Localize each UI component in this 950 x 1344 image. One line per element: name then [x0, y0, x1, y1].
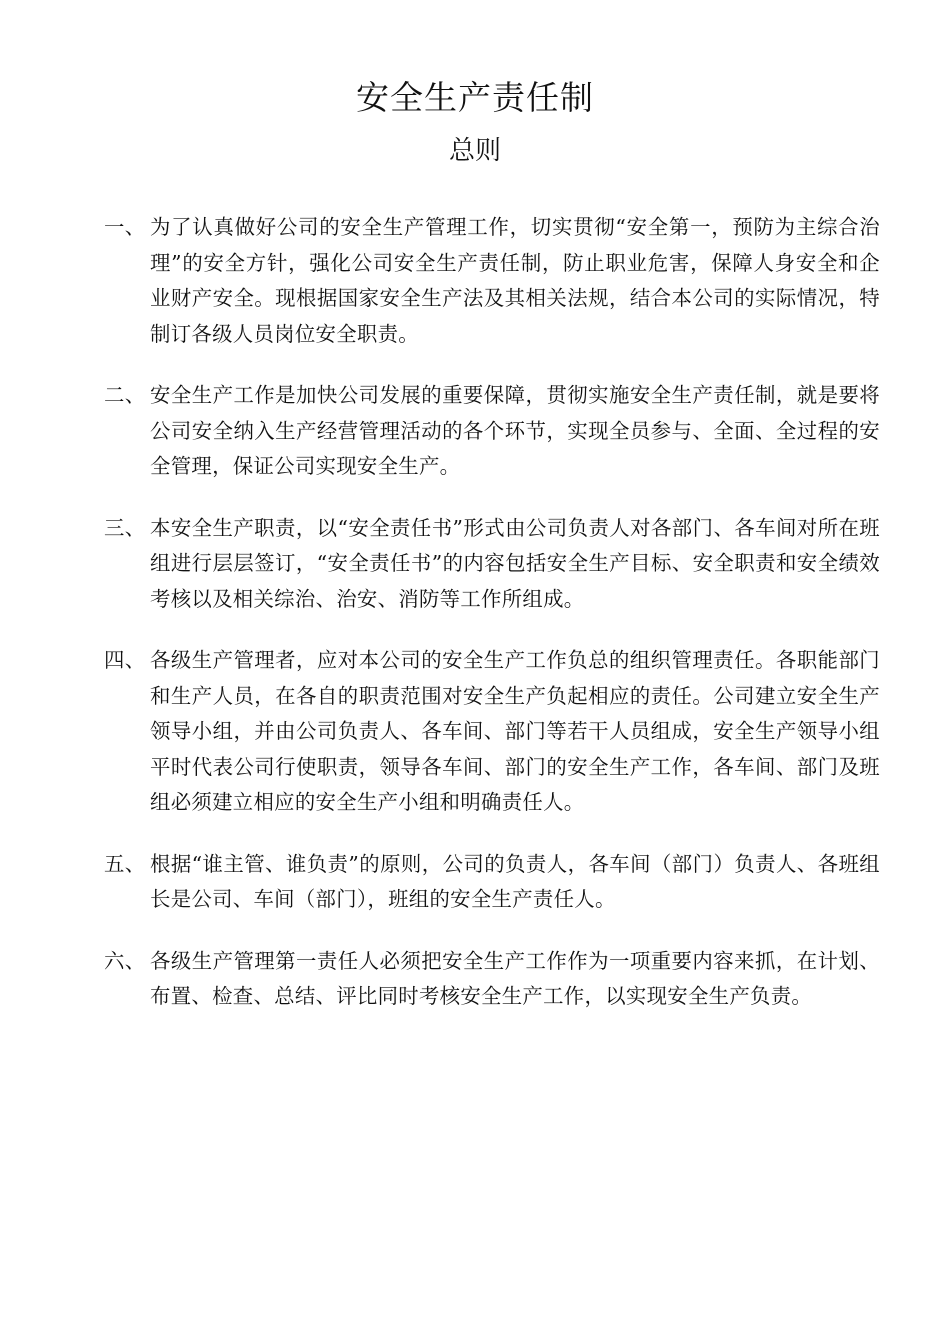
clause-2 — [104, 378, 894, 485]
clause-number: 一、 — [104, 215, 146, 239]
clause-number: 二、 — [104, 383, 146, 407]
document-subtitle: 总则 — [448, 136, 501, 166]
clause-number: 五、 — [104, 851, 146, 876]
clause-list — [104, 210, 894, 1041]
clause-3 — [104, 511, 894, 618]
clause-4 — [104, 643, 894, 821]
clause-1 — [104, 210, 894, 352]
clause-6 — [104, 944, 894, 1015]
document-title: 安全生产责任制 — [356, 78, 594, 117]
clause-text: 安全生产工作是加快公司发展的重要保障，贯彻实施安全生产责任制，就是要将公司安全纳入生产经营管理活动的各个环节，实现全员参与、全面、全过程的安全管理，保证公司实现安全生产。 — [150, 383, 880, 478]
clause-text: 各级生产管理第一责任人必须把安全生产工作作为一项重要内容来抓，在计划、布置、检查、总结、评比同时考核安全生产工作，以实现安全生产负责。 — [150, 948, 880, 1008]
clause-text: 本安全生产职责，以“安全责任书”形式由公司负责人对各部门、各车间对所在班组进行层层签订，“安全责任书”的内容包括安全生产目标、安全职责和安全绩效考核以及相关综治、治安、消防等工作所组成。 — [150, 515, 880, 611]
clause-number: 三、 — [104, 515, 146, 540]
clause-number: 六、 — [104, 948, 146, 973]
clause-text: 根据“谁主管、谁负责”的原则，公司的负责人，各车间（部门）负责人、各班组长是公司、车间（部门），班组的安全生产责任人。 — [150, 851, 880, 911]
clause-text: 各级生产管理者，应对本公司的安全生产工作负总的组织管理责任。各职能部门和生产人员，在各自的职责范围对安全生产负起相应的责任。公司建立安全生产领导小组，并由公司负责人、各车间、部门等若干人员组成，安全生产领导小组平时代表公司行使职责，领导各车间、部门的安全生产工作，各车间、部门及班组必须建立相应的安全生产小组和明确责任人。 — [150, 648, 880, 814]
clause-number: 四、 — [104, 648, 146, 672]
clause-text: 为了认真做好公司的安全生产管理工作，切实贯彻“安全第一，预防为主综合治理”的安全方针，强化公司安全生产责任制，防止职业危害，保障人身安全和企业财产安全。现根据国家安全生产法及其相关法规，结合本公司的实际情况，特制订各级人员岗位安全职责。 — [150, 215, 880, 346]
clause-5 — [104, 847, 894, 918]
